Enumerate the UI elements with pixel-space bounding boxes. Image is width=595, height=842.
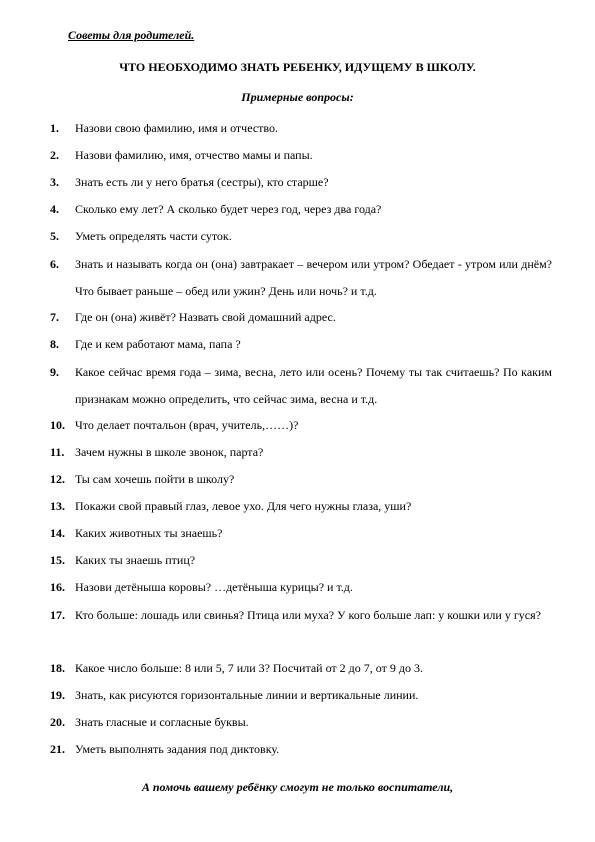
question-item: [50, 440, 552, 464]
question-text: Какое число больше: 8 или 5, 7 или 3? Посчитай от 2 до 7, от 9 до 3.: [75, 661, 423, 675]
question-item: [50, 710, 552, 734]
question-item: [50, 548, 552, 572]
question-item: [50, 575, 552, 599]
question-item: [50, 305, 552, 329]
question-text: Покажи свой правый глаз, левое ухо. Для чего нужны глаза, уши?: [75, 499, 412, 513]
question-text: Что делает почтальон (врач, учитель,……)?: [75, 418, 299, 432]
question-item: [50, 602, 552, 629]
question-item: [50, 467, 552, 491]
question-number: 13.: [50, 499, 65, 513]
question-number: 19.: [50, 688, 65, 702]
advice-heading: Советы для родителей.: [68, 28, 195, 42]
question-number: 1.: [50, 121, 59, 135]
question-number: 20.: [50, 715, 65, 729]
question-text: Назови детёныша коровы? …детёныша курицы? и т.д.: [75, 580, 353, 594]
question-item: [50, 197, 552, 221]
question-text: Знать гласные и согласные буквы.: [75, 715, 249, 729]
question-text: Каких ты знаешь птиц?: [75, 553, 196, 567]
question-item: [50, 116, 552, 140]
question-text: Назови фамилию, имя, отчество мамы и папы.: [75, 148, 313, 162]
question-number: 17.: [50, 608, 65, 622]
question-item: [50, 143, 552, 167]
question-number: 3.: [50, 175, 59, 189]
question-text: Уметь выполнять задания под диктовку.: [75, 742, 280, 756]
question-number: 21.: [50, 742, 65, 756]
question-text: Сколько ему лет? А сколько будет через год, через два года?: [75, 202, 382, 216]
question-item: [50, 170, 552, 194]
question-number: 6.: [50, 257, 59, 271]
question-item: [50, 521, 552, 545]
question-text: Какое сейчас время года – зима, весна, лето или осень? Почему ты так считаешь? По каким признакам можно определить, что сейчас зима, весна и т.д.: [75, 365, 552, 406]
question-item: [50, 224, 552, 248]
question-number: 5.: [50, 229, 59, 243]
question-number: 7.: [50, 310, 59, 324]
question-item: [50, 413, 552, 437]
page-title: ЧТО НЕОБХОДИМО ЗНАТЬ РЕБЕНКУ, ИДУЩЕМУ В ШКОЛУ.: [119, 60, 476, 74]
question-number: 9.: [50, 365, 59, 379]
footer-note: А помочь вашему ребёнку смогут не только воспитатели,: [141, 780, 454, 794]
question-number: 2.: [50, 148, 59, 162]
question-item: [50, 251, 552, 305]
question-number: 14.: [50, 526, 65, 540]
question-number: 18.: [50, 661, 65, 675]
page-subtitle: Примерные вопросы:: [241, 90, 354, 104]
question-text: Каких животных ты знаешь?: [75, 526, 223, 540]
question-item: [50, 656, 552, 680]
question-number: 15.: [50, 553, 65, 567]
question-number: 11.: [50, 445, 65, 459]
question-item: [50, 683, 552, 707]
question-item: [50, 359, 552, 413]
question-number: 10.: [50, 418, 65, 432]
question-number: 16.: [50, 580, 65, 594]
question-text: Ты сам хочешь пойти в школу?: [75, 472, 235, 486]
question-text: Знать есть ли у него братья (сестры), кто старше?: [75, 175, 329, 189]
question-text: Где он (она) живёт? Назвать свой домашний адрес.: [75, 310, 336, 324]
question-item: [50, 494, 552, 518]
question-text: Где и кем работают мама, папа ?: [75, 337, 241, 351]
question-text: Знать и называть когда он (она) завтракает – вечером или утром? Обедает - утром или днём? Что бывает раньше – обед или ужин? День или ночь? и т.д.: [75, 257, 552, 298]
question-item: [50, 737, 552, 761]
question-text: Зачем нужны в школе звонок, парта?: [75, 445, 264, 459]
question-number: 12.: [50, 472, 65, 486]
question-text: Уметь определять части суток.: [75, 229, 232, 243]
question-text: Назови свою фамилию, имя и отчество.: [75, 121, 278, 135]
question-item: [50, 332, 552, 356]
question-text: Знать, как рисуются горизонтальные линии и вертикальные линии.: [75, 688, 419, 702]
question-number: 4.: [50, 202, 59, 216]
question-text: Кто больше: лошадь или свинья? Птица или муха? У кого больше лап: у кошки или у гуся?: [75, 608, 541, 622]
question-number: 8.: [50, 337, 59, 351]
